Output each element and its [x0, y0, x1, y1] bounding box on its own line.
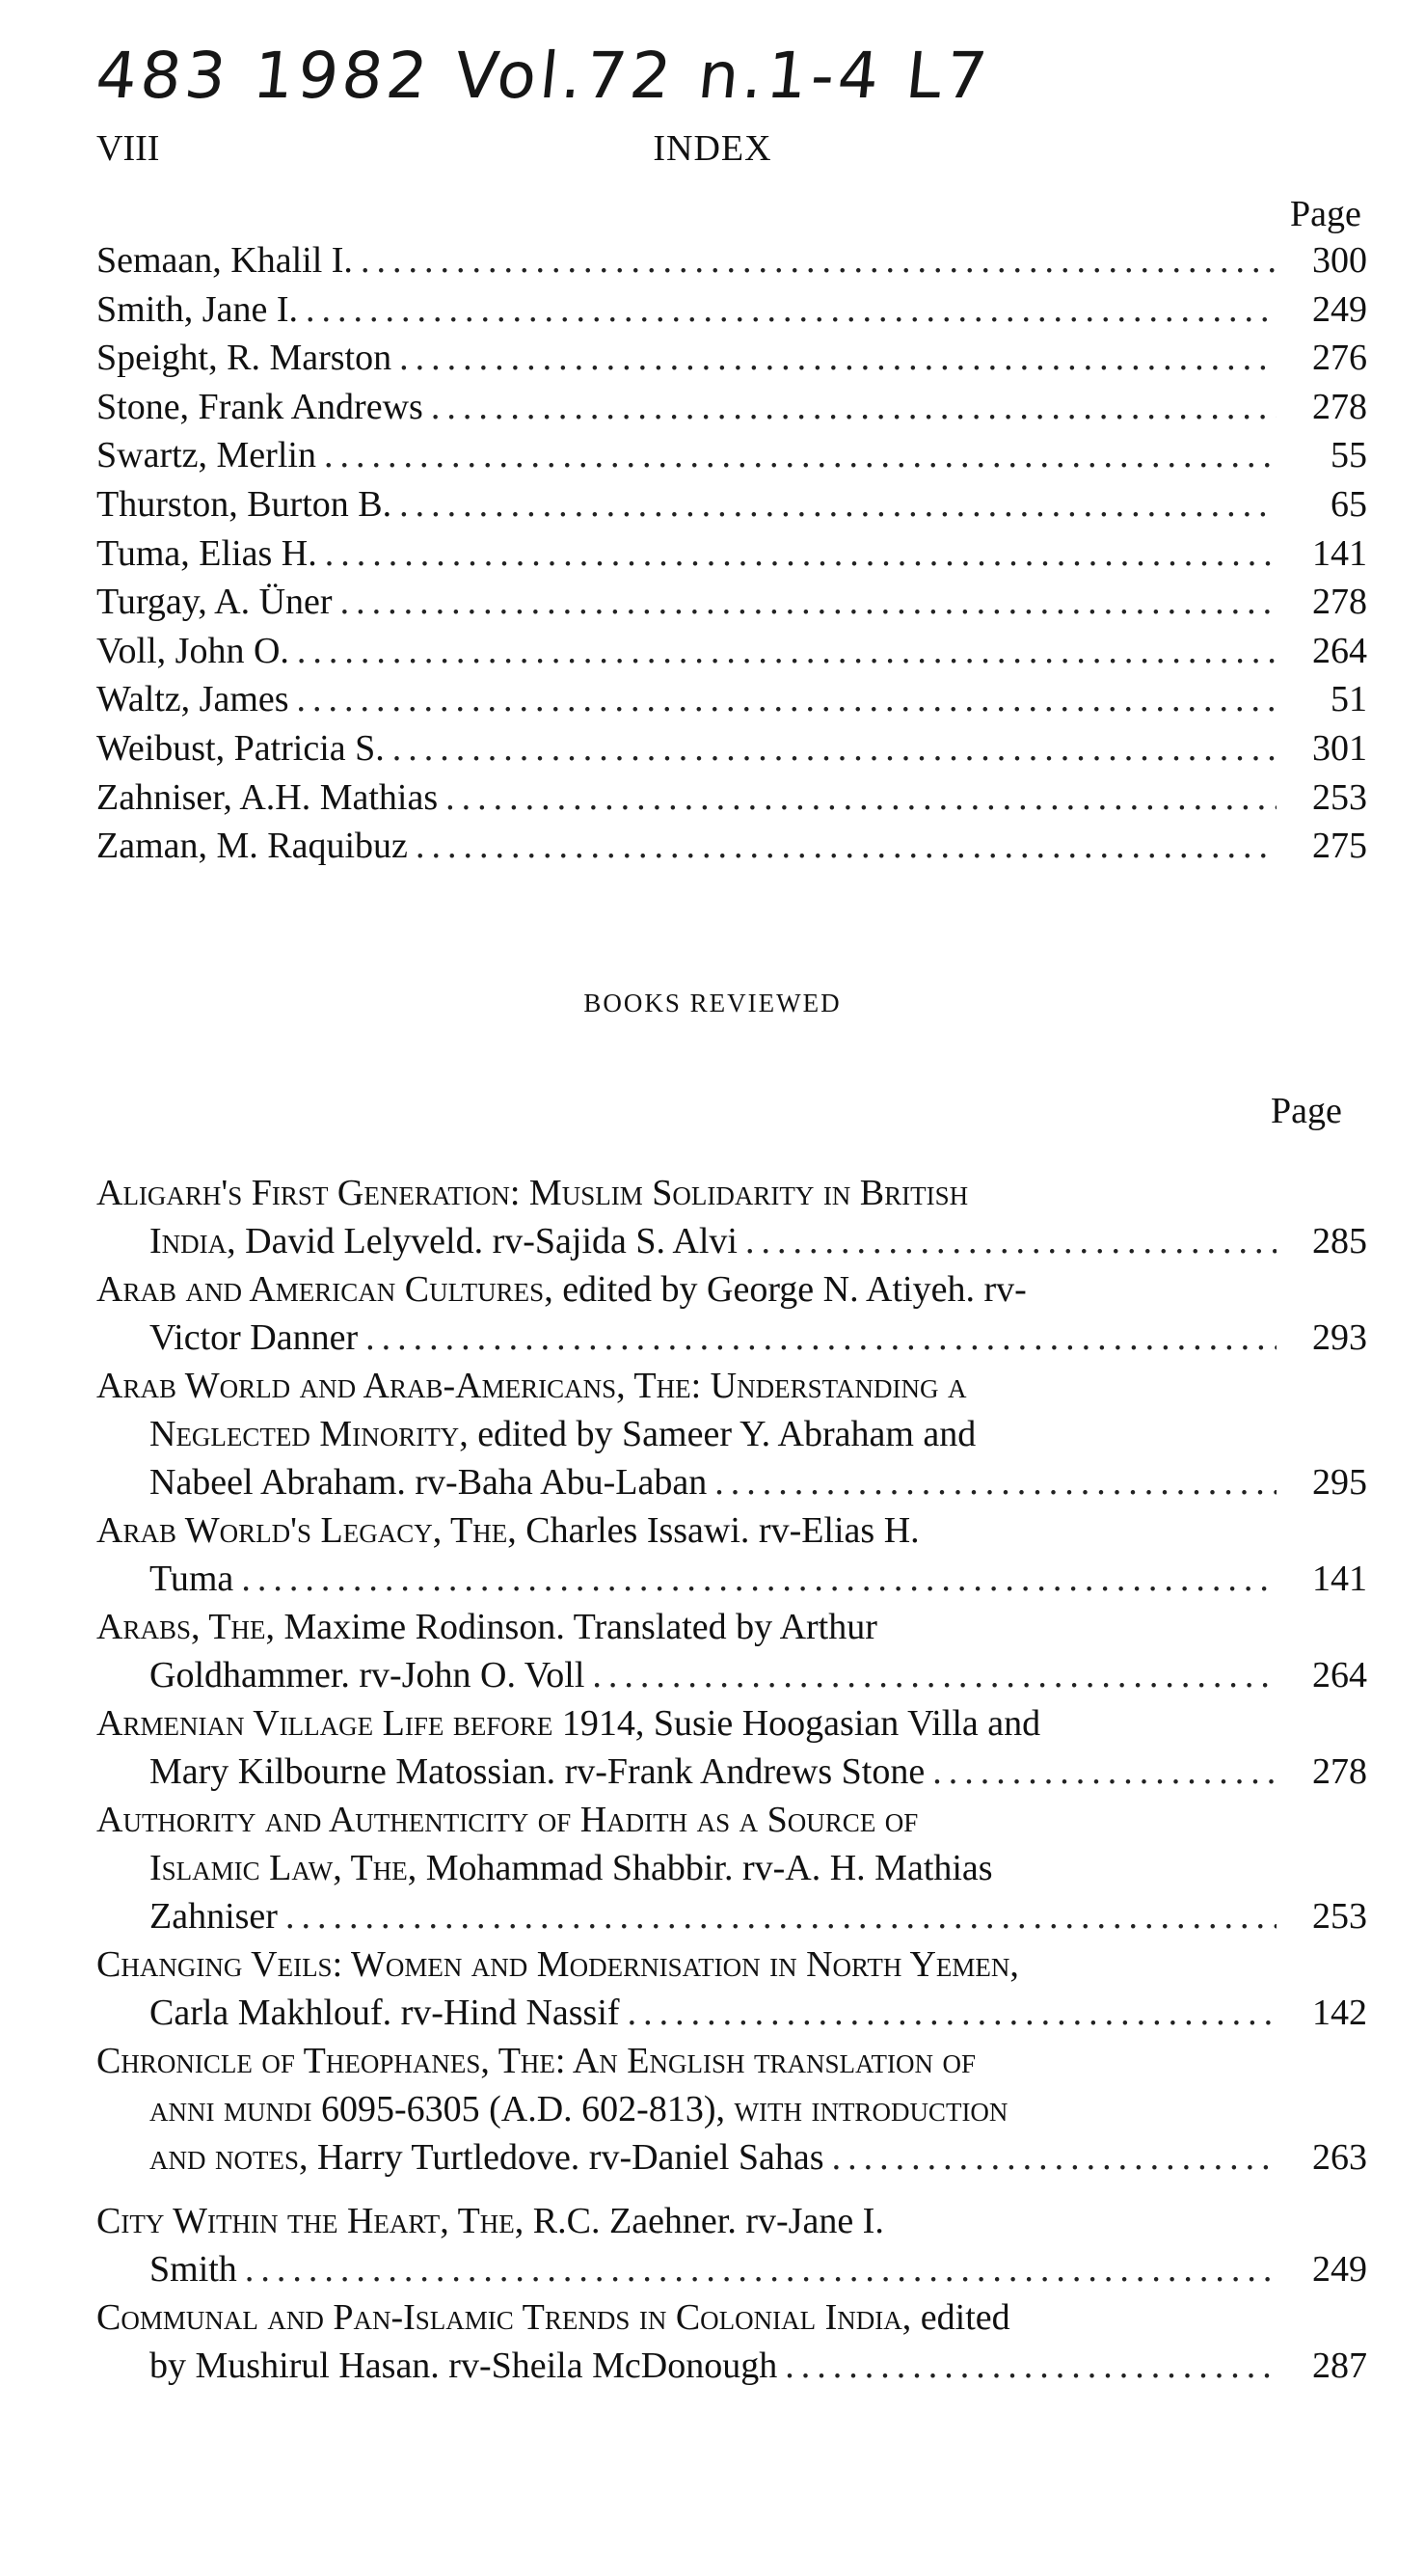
book-review-entry [96, 2293, 1367, 2390]
book-title: Arabs, The [96, 1607, 266, 1647]
book-title: Armenian Village Life before 1914 [96, 1703, 635, 1744]
author-index-entry [96, 581, 1367, 630]
books-page-column-label: Page [1271, 1091, 1342, 1131]
book-entry-line [96, 1892, 1367, 1940]
author-name: Smith, Jane I. [96, 288, 298, 330]
leader-dots [745, 1217, 1277, 1265]
book-details: Nabeel Abraham. rv-Baha Abu-Laban [149, 1462, 708, 1503]
author-name: Voll, John O. [96, 630, 289, 671]
page-number: 301 [1312, 727, 1367, 769]
author-index-entry [96, 386, 1367, 435]
author-index-entry [96, 483, 1367, 532]
page-number: 142 [1312, 1993, 1367, 2033]
leader-dots [365, 1314, 1277, 1362]
leader-dots [832, 2133, 1277, 2182]
leader-dots [392, 727, 1277, 770]
leader-dots [592, 1651, 1277, 1699]
book-entry-line [96, 1217, 1367, 1265]
leader-dots [285, 1892, 1277, 1940]
book-title: Authority and Authenticity of Hadith as a Source of [96, 1800, 919, 1840]
author-name: Zaman, M. Raquibuz [96, 826, 408, 867]
leader-dots [932, 1748, 1277, 1796]
author-index-entry [96, 434, 1367, 483]
leader-dots [399, 483, 1277, 526]
book-review-entry [96, 2197, 1367, 2293]
author-index-list [96, 239, 1367, 874]
book-entry-line [96, 2197, 1367, 2245]
author-index-entry [96, 825, 1367, 874]
page-number: 278 [1312, 386, 1367, 427]
page-number: 55 [1331, 435, 1367, 476]
leader-dots [445, 776, 1277, 819]
book-review-entry [96, 1362, 1367, 1506]
book-details: by Mushirul Hasan. rv-Sheila McDonough [149, 2346, 778, 2386]
book-review-entry [96, 1796, 1367, 1940]
handwritten-annotation: 483 1982 Vol.72 n.1-4 L7 [92, 39, 994, 113]
book-title: Islamic Law, The [149, 1848, 408, 1888]
page-number-roman: VIII [96, 128, 160, 169]
leader-dots [628, 1989, 1277, 2037]
book-entry-line [96, 1362, 1367, 1410]
book-review-entry [96, 1169, 1367, 1265]
author-index-entry [96, 337, 1367, 386]
page-number: 278 [1312, 582, 1367, 623]
page-number: 278 [1312, 1751, 1367, 1792]
book-title: Neglected Minority [149, 1414, 460, 1454]
book-details: , R.C. Zaehner. rv-Jane I. [514, 2201, 884, 2241]
book-details: , Harry Turtledove. rv-Daniel Sahas [299, 2137, 824, 2178]
page-number: 65 [1331, 483, 1367, 525]
book-details: Mary Kilbourne Matossian. rv-Frank Andrews Stone [149, 1751, 926, 1792]
book-details: Smith [149, 2249, 237, 2290]
book-entry-line [96, 1989, 1367, 2037]
book-details: Carla Makhlouf. rv-Hind Nassif [149, 1993, 620, 2033]
author-name: Turgay, A. Üner [96, 582, 333, 623]
page-title: INDEX [653, 128, 772, 169]
leader-dots [324, 434, 1277, 476]
author-index-entry [96, 776, 1367, 826]
book-title: Changing Veils: Women and Modernisation in North Yemen [96, 1944, 1010, 1985]
leader-dots [245, 2245, 1277, 2293]
book-details: Tuma [149, 1559, 234, 1599]
book-entry-line [96, 2293, 1367, 2342]
page-number: 264 [1312, 1655, 1367, 1695]
book-entry-line [96, 2342, 1367, 2390]
leader-dots [241, 1555, 1277, 1603]
book-entry-line [96, 1458, 1367, 1506]
book-title: Arab World's Legacy, The [96, 1510, 508, 1551]
book-entry-line [96, 1265, 1367, 1314]
book-entry-line [96, 1651, 1367, 1699]
book-title: Chronicle of Theophanes, The: An English translation of [96, 2041, 977, 2081]
author-name: Zahniser, A.H. Mathias [96, 776, 439, 818]
leader-dots [297, 630, 1277, 672]
page-number: 141 [1312, 1559, 1367, 1599]
book-title: Arab and American Cultures [96, 1269, 545, 1310]
book-review-entry [96, 1265, 1367, 1362]
leader-dots [306, 288, 1277, 331]
page-number: 275 [1312, 826, 1367, 867]
book-details: , edited [901, 2297, 1010, 2338]
book-details: , Mohammad Shabbir. rv-A. H. Mathias [407, 1848, 993, 1888]
book-entry-line [96, 1314, 1367, 1362]
book-review-entry [96, 1940, 1367, 2037]
page-number: 300 [1312, 240, 1367, 281]
book-entry-line [96, 2133, 1367, 2182]
author-index-entry [96, 239, 1367, 288]
book-details: , edited by George N. Atiyeh. rv- [544, 1269, 1027, 1310]
author-index-entry [96, 532, 1367, 582]
book-entry-line [96, 2037, 1367, 2085]
page-number: 249 [1312, 288, 1367, 330]
page-number: 253 [1312, 1896, 1367, 1937]
book-details: , David Lelyveld. rv-Sajida S. Alvi [227, 1221, 738, 1261]
book-title: City Within the Heart, The [96, 2201, 515, 2241]
book-entry-line [96, 1699, 1367, 1748]
author-name: Semaan, Khalil I. [96, 240, 353, 281]
author-name: Tuma, Elias H. [96, 532, 317, 574]
page-number: 293 [1312, 1317, 1367, 1358]
book-details: , Maxime Rodinson. Translated by Arthur [265, 1607, 877, 1647]
leader-dots [297, 678, 1277, 720]
book-review-entry [96, 1506, 1367, 1603]
page-number: 249 [1312, 2249, 1367, 2290]
book-entry-line [96, 1940, 1367, 1989]
book-title: and notes [149, 2137, 299, 2178]
leader-dots [714, 1458, 1277, 1506]
book-entry-line [96, 1603, 1367, 1651]
page-number: 276 [1312, 338, 1367, 379]
book-entry-line [96, 1506, 1367, 1555]
book-details: , Susie Hoogasian Villa and [634, 1703, 1041, 1744]
book-entry-line [96, 1169, 1367, 1217]
leader-dots [416, 825, 1277, 867]
leader-dots [399, 337, 1277, 379]
book-entry-line [96, 2245, 1367, 2293]
book-entry-line [96, 1844, 1367, 1892]
book-title: Aligarh's First Generation: Muslim Solidarity in British [96, 1173, 969, 1213]
page-number: 141 [1312, 532, 1367, 574]
book-details: Goldhammer. rv-John O. Voll [149, 1655, 585, 1695]
leader-dots [325, 532, 1277, 575]
author-index-entry [96, 288, 1367, 338]
leader-dots [785, 2342, 1277, 2390]
author-index-entry [96, 727, 1367, 776]
page-number: 285 [1312, 1221, 1367, 1261]
page-number: 51 [1331, 679, 1367, 720]
book-review-entry [96, 1699, 1367, 1796]
leader-dots [340, 581, 1277, 623]
author-name: Thurston, Burton B. [96, 483, 392, 525]
book-details: Zahniser [149, 1896, 278, 1937]
book-title: Communal and Pan-Islamic Trends in Colonial India [96, 2297, 902, 2338]
author-name: Waltz, James [96, 679, 289, 720]
page-number: 253 [1312, 776, 1367, 818]
page-number: 295 [1312, 1462, 1367, 1503]
book-entry-line [96, 1748, 1367, 1796]
book-review-entry [96, 1603, 1367, 1699]
page-number: 263 [1312, 2137, 1367, 2178]
book-title: India [149, 1221, 228, 1261]
book-review-entry [96, 2037, 1367, 2182]
book-entry-line [96, 1555, 1367, 1603]
book-entry-line [96, 1410, 1367, 1458]
book-entry-line [96, 1796, 1367, 1844]
books-reviewed-list [96, 1169, 1367, 2390]
author-index-entry [96, 630, 1367, 679]
book-title: anni mundi 6095-6305 (A.D. 602-813), with introduction [149, 2089, 1008, 2129]
author-name: Stone, Frank Andrews [96, 386, 423, 427]
author-index-entry [96, 678, 1367, 727]
book-details: , Charles Issawi. rv-Elias H. [507, 1510, 920, 1551]
section-title-books-reviewed: BOOKS REVIEWED [583, 989, 842, 1017]
book-entry-line [96, 2085, 1367, 2133]
page-number: 264 [1312, 630, 1367, 671]
author-name: Speight, R. Marston [96, 338, 392, 379]
book-details: , edited by Sameer Y. Abraham and [459, 1414, 977, 1454]
author-name: Weibust, Patricia S. [96, 727, 385, 769]
leader-dots [431, 386, 1277, 428]
leader-dots [361, 239, 1277, 282]
author-name: Swartz, Merlin [96, 435, 316, 476]
book-details: , [1009, 1944, 1019, 1985]
book-title: Arab World and Arab-Americans, The: Understanding a [96, 1366, 967, 1406]
book-details: Victor Danner [149, 1317, 359, 1358]
authors-page-column-label: Page [1290, 194, 1361, 234]
page-number: 287 [1312, 2346, 1367, 2386]
